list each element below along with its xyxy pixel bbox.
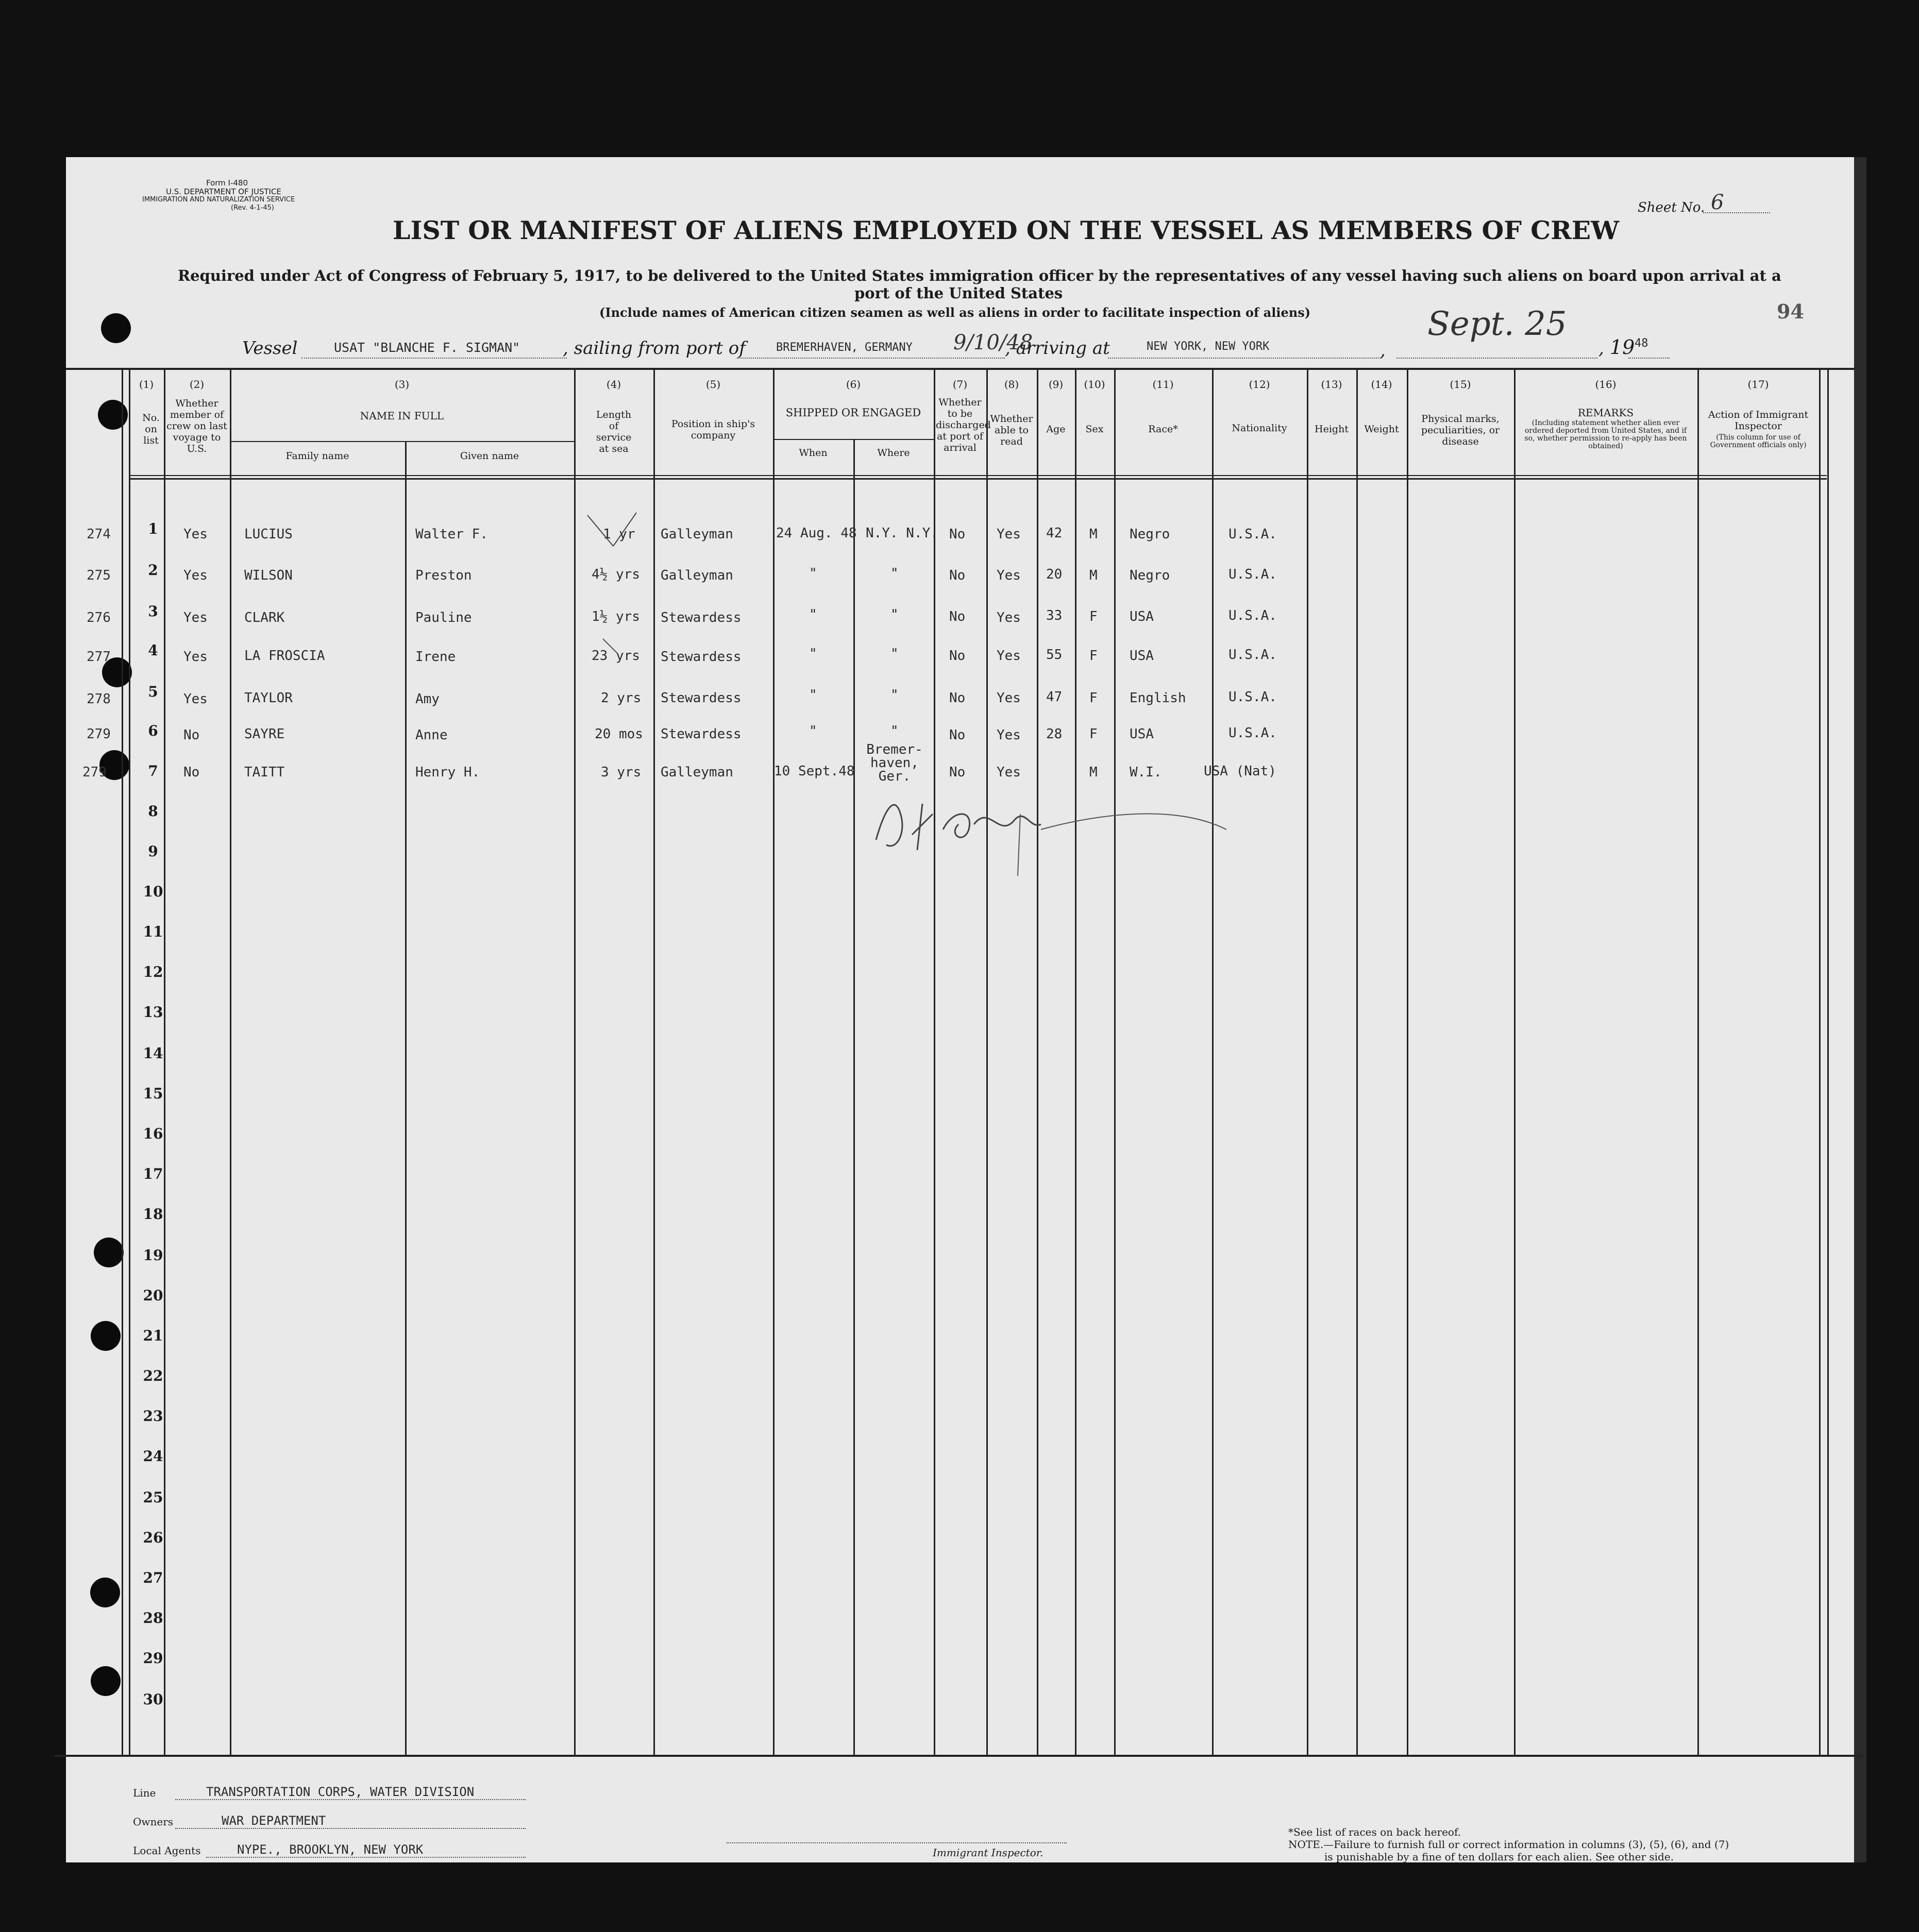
- row-number: 8: [148, 803, 158, 820]
- cell-race: English: [1130, 690, 1186, 706]
- cell-given-name: Henry H.: [415, 765, 480, 780]
- row-number: 29: [143, 1650, 163, 1667]
- sheet-number: 6: [1711, 191, 1724, 214]
- cell-given-name: Anne: [415, 727, 448, 743]
- cell-when: 10 Sept.48: [774, 764, 855, 779]
- cell-family-name: LUCIUS: [244, 527, 293, 542]
- cell-nationality: U.S.A.: [1228, 527, 1277, 542]
- cell-position: Stewardess: [661, 610, 742, 625]
- row-number: 22: [143, 1367, 163, 1384]
- cell-nationality: USA (Nat): [1204, 764, 1276, 779]
- note-penalty: NOTE.—Failure to furnish full or correct information in columns (3), (5), (6), and (7): [1288, 1838, 1729, 1851]
- cell-when: ": [809, 607, 817, 622]
- col-num: (2): [189, 378, 205, 391]
- cell-discharged: No: [949, 527, 966, 542]
- cell-age: 20: [1046, 567, 1063, 582]
- line-number: 279: [87, 726, 111, 742]
- cell-service: 3 yrs: [601, 765, 642, 780]
- row-number: 10: [143, 883, 163, 900]
- row-number: 17: [143, 1165, 163, 1182]
- cell-discharged: No: [949, 727, 966, 743]
- cell-family-name: WILSON: [244, 568, 293, 583]
- cell-position: Stewardess: [661, 690, 742, 706]
- cell-age: 47: [1046, 689, 1063, 705]
- sheet-label: Sheet No.: [1638, 200, 1705, 215]
- col-header: Position in ship's company: [671, 418, 755, 441]
- cell-nationality: U.S.A.: [1228, 608, 1277, 623]
- cell-last-voyage: No: [183, 727, 200, 743]
- cell-sex: F: [1089, 690, 1098, 706]
- row-number: 27: [143, 1569, 163, 1586]
- row-number: 4: [148, 642, 158, 659]
- cell-position: Galleyman: [661, 527, 733, 542]
- cell-service: 1 yr: [603, 527, 635, 542]
- cell-discharged: No: [949, 648, 966, 664]
- cell-service: 20 mos: [595, 726, 643, 742]
- form-service: IMMIGRATION AND NATURALIZATION SERVICE: [142, 196, 295, 204]
- cell-read: Yes: [997, 648, 1021, 664]
- cell-race: Negro: [1130, 568, 1170, 583]
- arriving-label: , arriving at: [1005, 338, 1110, 359]
- line-number: 276: [87, 610, 111, 625]
- punch-hole: [90, 1578, 120, 1607]
- cell-where: N.Y. N.Y.: [866, 526, 938, 541]
- row-number: 2: [148, 562, 158, 579]
- punch-hole: [101, 313, 131, 343]
- cell-position: Galleyman: [661, 568, 733, 583]
- row-number: 12: [143, 963, 163, 980]
- cell-read: Yes: [997, 568, 1021, 583]
- cell-race: USA: [1130, 648, 1154, 664]
- cell-sex: F: [1089, 726, 1098, 742]
- row-number: 20: [143, 1287, 163, 1304]
- subheader-when: When: [799, 447, 828, 459]
- line-number: 279: [82, 765, 107, 780]
- cell-where: ": [890, 566, 899, 581]
- vessel-label: Vessel: [242, 338, 298, 359]
- cell-sex: M: [1089, 527, 1098, 542]
- subheader-family: Family name: [285, 450, 349, 462]
- col-header: Height: [1315, 423, 1349, 435]
- col-num: (4): [606, 378, 621, 391]
- row-number: 23: [143, 1408, 163, 1425]
- cell-read: Yes: [997, 765, 1021, 780]
- col-num: (13): [1321, 378, 1342, 391]
- agents-label: Local Agents: [133, 1844, 201, 1857]
- punch-hole: [98, 400, 128, 430]
- cell-race: USA: [1130, 726, 1154, 742]
- owners-label: Owners: [133, 1816, 174, 1828]
- col-num: (8): [1004, 378, 1019, 391]
- line-number: 277: [87, 649, 111, 665]
- cell-when: 24 Aug. 48: [776, 526, 857, 541]
- cell-given-name: Preston: [415, 568, 472, 583]
- col-num: (16): [1595, 378, 1617, 391]
- cell-family-name: TAYLOR: [244, 690, 293, 706]
- col-header: Whether able to read: [990, 413, 1033, 447]
- row-number: 18: [143, 1206, 163, 1223]
- row-number: 16: [143, 1125, 163, 1142]
- row-number: 14: [143, 1045, 163, 1062]
- year-prefix: 19: [1610, 336, 1635, 359]
- cell-discharged: No: [949, 568, 966, 583]
- form-dept: U.S. DEPARTMENT OF JUSTICE: [166, 187, 281, 196]
- cell-sex: F: [1089, 609, 1098, 624]
- cell-last-voyage: Yes: [183, 568, 208, 583]
- col-header: Nationality: [1232, 422, 1287, 434]
- cell-last-voyage: Yes: [183, 527, 208, 542]
- port-to: NEW YORK, NEW YORK: [1147, 340, 1270, 353]
- cell-where: ": [890, 646, 899, 662]
- cell-nationality: U.S.A.: [1228, 647, 1277, 663]
- cell-nationality: U.S.A.: [1228, 567, 1277, 582]
- cell-last-voyage: No: [183, 765, 200, 780]
- col-header: Action of Immigrant Inspector: [1708, 409, 1809, 432]
- col-num: (11): [1152, 378, 1174, 391]
- col-num: (14): [1371, 378, 1392, 391]
- cell-race: Negro: [1130, 527, 1170, 542]
- agents-value: NYPE., BROOKLYN, NEW YORK: [237, 1842, 424, 1857]
- col-num: (6): [846, 378, 861, 391]
- cell-service: 4½ yrs: [592, 567, 640, 582]
- cell-read: Yes: [997, 727, 1021, 743]
- sheet-edge: [1854, 157, 1866, 1862]
- row-number: 11: [143, 923, 163, 940]
- cell-read: Yes: [997, 610, 1021, 625]
- row-number: 24: [143, 1448, 163, 1465]
- cell-position: Stewardess: [661, 726, 742, 742]
- col-num: (15): [1450, 378, 1471, 391]
- line-number: 275: [87, 568, 111, 583]
- cell-when: ": [809, 566, 817, 581]
- cell-when: ": [809, 723, 817, 739]
- row-number: 28: [143, 1609, 163, 1626]
- row-number: 19: [143, 1247, 163, 1264]
- line-number: 274: [87, 527, 111, 542]
- col-header: Race*: [1148, 423, 1178, 435]
- col-num: (3): [394, 378, 410, 391]
- cell-discharged: No: [949, 609, 966, 624]
- cell-where: Bremer-haven, Ger.: [866, 742, 923, 784]
- cell-nationality: U.S.A.: [1228, 689, 1277, 705]
- col-header: Age: [1046, 423, 1066, 435]
- row-number: 7: [148, 762, 158, 779]
- row-number: 25: [143, 1489, 163, 1506]
- row-number: 6: [148, 722, 158, 739]
- col-subheader: (This column for use of Government officials only): [1710, 433, 1807, 449]
- cell-family-name: CLARK: [244, 610, 285, 625]
- cell-where: ": [890, 723, 899, 739]
- cell-age: 42: [1046, 526, 1063, 541]
- cell-sex: M: [1089, 568, 1098, 583]
- subtitle-3: (Include names of American citizen seamen as well as aliens in order to facilitate inspection of aliens): [599, 305, 1311, 320]
- col-header: Weight: [1364, 423, 1399, 435]
- punch-hole: [91, 1321, 121, 1351]
- line-value: TRANSPORTATION CORPS, WATER DIVISION: [206, 1785, 475, 1799]
- cell-family-name: SAYRE: [244, 726, 285, 742]
- col-header: NAME IN FULL: [360, 410, 444, 422]
- cell-when: ": [809, 646, 817, 662]
- row-number: 30: [143, 1691, 163, 1708]
- col-num: (5): [705, 378, 721, 391]
- cell-race: W.I.: [1130, 765, 1162, 780]
- col-header: REMARKS: [1577, 406, 1634, 419]
- subtitle-2: port of the United States: [854, 284, 1063, 302]
- line-label: Line: [133, 1787, 156, 1799]
- col-num: (1): [139, 378, 154, 391]
- punch-hole: [91, 1666, 121, 1696]
- note-races: *See list of races on back hereof.: [1288, 1826, 1461, 1838]
- subheader-given: Given name: [460, 450, 519, 462]
- cell-age: 55: [1046, 647, 1063, 663]
- note-penalty-2: is punishable by a fine of ten dollars for each alien. See other side.: [1324, 1851, 1674, 1863]
- col-header: SHIPPED OR ENGAGED: [785, 406, 921, 419]
- row-number: 5: [148, 683, 158, 700]
- row-number: 26: [143, 1529, 163, 1546]
- cell-service: 1½ yrs: [592, 609, 640, 624]
- col-header: Whether to be discharged at port of arrival: [936, 397, 991, 453]
- sail-date: 9/10/48: [953, 331, 1033, 354]
- cell-where: ": [890, 687, 899, 703]
- arrive-date: Sept. 25: [1427, 305, 1567, 343]
- cell-service: 23 yrs: [592, 648, 640, 664]
- sailing-label: , sailing from port of: [563, 338, 746, 359]
- cell-where: ": [890, 607, 899, 622]
- subheader-where: Where: [877, 447, 910, 459]
- cell-read: Yes: [997, 527, 1021, 542]
- cell-service: 2 yrs: [601, 690, 642, 706]
- cell-discharged: No: [949, 690, 966, 706]
- cell-sex: F: [1089, 648, 1098, 664]
- cell-family-name: LA FROSCIA: [244, 648, 325, 664]
- cell-last-voyage: Yes: [183, 691, 208, 707]
- cell-race: USA: [1130, 609, 1154, 624]
- vessel-name: USAT "BLANCHE F. SIGMAN": [334, 340, 520, 355]
- cell-given-name: Irene: [415, 649, 456, 665]
- row-number: 21: [143, 1327, 163, 1344]
- col-header: Sex: [1085, 423, 1104, 435]
- cell-discharged: No: [949, 765, 966, 780]
- form-number: Form I-480: [206, 178, 248, 188]
- col-subheader: (Including statement whether alien ever ordered deported from United States, and if so, whether permission to re-apply has been obtained): [1524, 419, 1687, 450]
- cell-sex: M: [1089, 765, 1098, 780]
- col-num: (17): [1747, 378, 1769, 391]
- cell-when: ": [809, 687, 817, 703]
- page-number: 94: [1777, 300, 1804, 323]
- row-number: 9: [148, 843, 158, 860]
- col-num: (10): [1084, 378, 1105, 391]
- cell-position: Galleyman: [661, 765, 733, 780]
- year-suffix: 48: [1635, 337, 1648, 350]
- cell-read: Yes: [997, 690, 1021, 706]
- cell-given-name: Walter F.: [415, 527, 488, 542]
- col-header: No. on list: [142, 412, 160, 446]
- check-marks: [582, 510, 649, 768]
- inspector-signature: [866, 773, 1237, 886]
- cell-given-name: Amy: [415, 691, 440, 707]
- cell-age: 28: [1046, 726, 1063, 742]
- col-header: Length of service at sea: [596, 409, 632, 454]
- row-number: 13: [143, 1004, 163, 1021]
- col-num: (12): [1249, 378, 1270, 391]
- page-title: LIST OR MANIFEST OF ALIENS EMPLOYED ON THE VESSEL AS MEMBERS OF CREW: [393, 215, 1620, 245]
- row-number: 1: [148, 520, 158, 537]
- inspector-label: Immigrant Inspector.: [933, 1846, 1043, 1859]
- row-number: 15: [143, 1085, 163, 1102]
- col-header: Whether member of crew on last voyage to U.S.: [166, 398, 227, 454]
- cell-position: Stewardess: [661, 649, 742, 665]
- punch-hole: [94, 1238, 124, 1267]
- cell-given-name: Pauline: [415, 610, 472, 625]
- col-header: Physical marks, peculiarities, or disease: [1421, 413, 1500, 447]
- line-number: 278: [87, 691, 111, 707]
- cell-age: 33: [1046, 608, 1063, 623]
- col-num: (7): [952, 378, 968, 391]
- form-rev: (Rev. 4-1-45): [231, 204, 275, 212]
- port-from: BREMERHAVEN, GERMANY: [776, 341, 913, 354]
- cell-last-voyage: Yes: [183, 610, 208, 625]
- cell-nationality: U.S.A.: [1228, 725, 1277, 741]
- cell-family-name: TAITT: [244, 765, 285, 780]
- owners-value: WAR DEPARTMENT: [222, 1814, 326, 1828]
- col-num: (9): [1048, 378, 1064, 391]
- subtitle-1: Required under Act of Congress of February 5, 1917, to be delivered to the United States immigration officer by the representatives of any vessel having such aliens on board upon arrival at a: [178, 267, 1781, 284]
- row-number: 3: [148, 603, 158, 620]
- cell-last-voyage: Yes: [183, 649, 208, 665]
